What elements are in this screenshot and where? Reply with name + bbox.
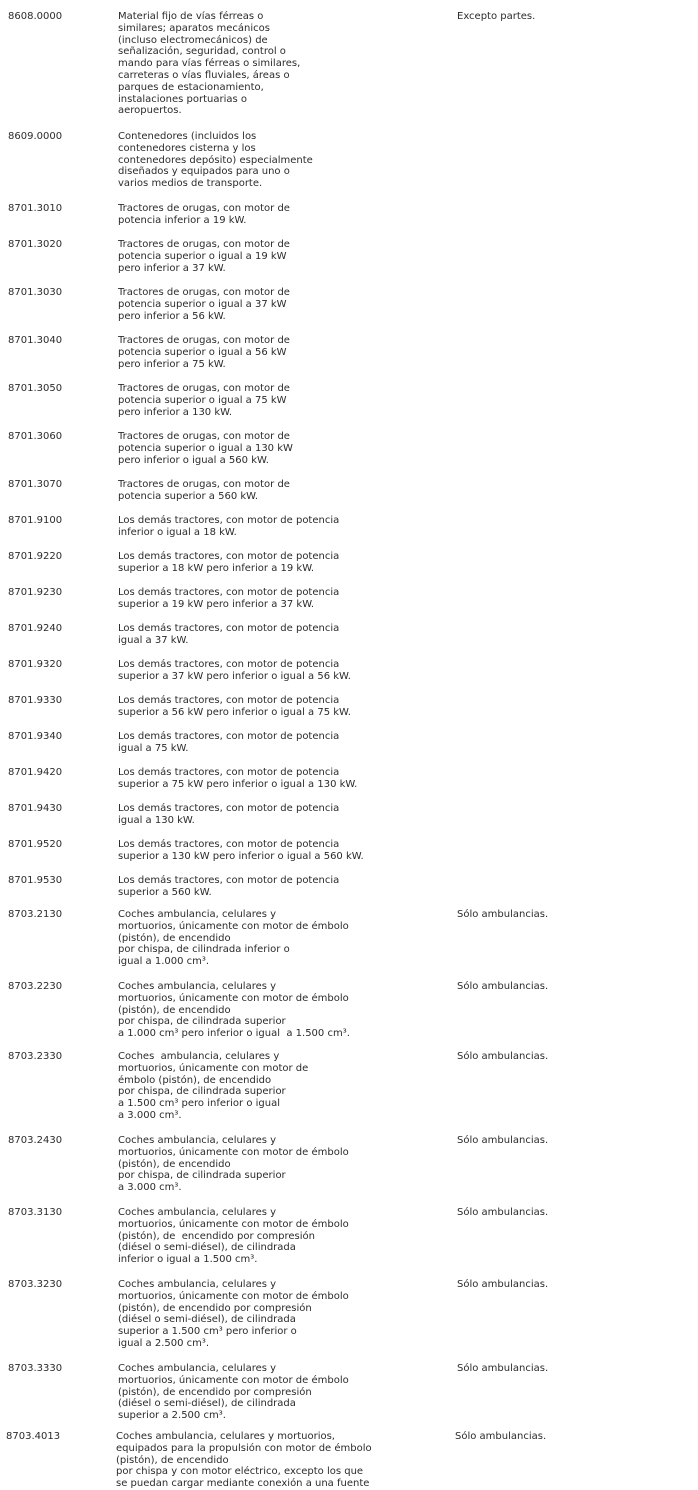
description-line: igual a 2.500 cm³. xyxy=(118,1337,210,1349)
tariff-code: 8703.2130 xyxy=(8,909,63,920)
tariff-description xyxy=(118,909,448,968)
description-line: equipados para la propulsión con motor de émbolo xyxy=(116,1442,372,1454)
tariff-note: Sólo ambulancias. xyxy=(455,1431,547,1442)
description-line: pero inferior a 56 kW. xyxy=(118,310,226,322)
description-line: potencia inferior a 19 kW. xyxy=(118,214,247,226)
description-line: (pistón), de encendido xyxy=(118,932,231,944)
description-line: instalaciones portuarias o xyxy=(118,93,248,105)
description-line: (pistón), de encendido xyxy=(118,1158,231,1170)
tariff-code: 8701.3060 xyxy=(8,431,63,442)
tariff-description xyxy=(118,587,448,611)
tariff-note: Sólo ambulancias. xyxy=(457,1051,549,1062)
description-line: superior a 18 kW pero inferior a 19 kW. xyxy=(118,562,315,574)
tariff-description xyxy=(118,203,448,227)
tariff-code: 8701.3070 xyxy=(8,479,63,490)
description-line: Coches ambulancia, celulares y xyxy=(118,1363,277,1374)
description-line: carreteras o vías fluviales, áreas o xyxy=(118,69,290,81)
tariff-description xyxy=(118,431,448,466)
description-line: Los demás tractores, con motor de potencia xyxy=(118,623,340,634)
description-line: a 1.500 cm³ pero inferior o igual xyxy=(118,1098,280,1110)
description-line: se puedan cargar mediante conexión a una fuente xyxy=(116,1478,370,1490)
description-line: (pistón), de encendido por compresión xyxy=(118,1302,312,1314)
description-line: Los demás tractores, con motor de potencia xyxy=(118,587,340,598)
description-line: igual a 75 kW. xyxy=(118,742,189,754)
description-line: mortuorios, únicamente con motor de émbolo xyxy=(118,1146,349,1158)
tariff-code: 8701.9330 xyxy=(8,695,63,706)
description-line: Tractores de orugas, con motor de xyxy=(118,335,290,346)
description-line: émbolo (pistón), de encendido xyxy=(118,1074,272,1086)
tariff-code: 8701.9240 xyxy=(8,623,63,634)
description-line: Coches ambulancia, celulares y mortuorios, xyxy=(116,1431,335,1442)
tariff-description xyxy=(118,1363,448,1422)
tariff-description xyxy=(118,659,448,683)
description-line: Coches ambulancia, celulares y xyxy=(118,1207,277,1218)
description-line: señalización, seguridad, control o xyxy=(118,46,286,58)
description-line: Los demás tractores, con motor de potencia xyxy=(118,695,340,706)
tariff-description xyxy=(118,731,448,755)
tariff-description xyxy=(118,479,448,503)
tariff-code: 8701.9230 xyxy=(8,587,63,598)
tariff-code: 8608.0000 xyxy=(8,11,63,22)
description-line: inferior o igual a 18 kW. xyxy=(118,526,237,538)
description-line: contenedores depósito) especialmente xyxy=(118,154,313,166)
tariff-code: 8701.3050 xyxy=(8,383,63,394)
description-line: por chispa, de cilindrada superior xyxy=(118,1086,286,1098)
description-line: (incluso electromecánicos) de xyxy=(118,34,268,46)
description-line: (pistón), de encendido xyxy=(116,1454,229,1466)
description-line: Tractores de orugas, con motor de xyxy=(118,431,290,442)
tariff-description xyxy=(118,515,448,539)
description-line: Coches ambulancia, celulares y xyxy=(118,1279,277,1290)
tariff-code: 8701.9520 xyxy=(8,839,63,850)
description-line: mortuorios, únicamente con motor de émbolo xyxy=(118,920,349,932)
description-line: por chispa, de cilindrada superior xyxy=(118,1170,286,1182)
description-line: superior a 75 kW pero inferior o igual a 130 kW. xyxy=(118,778,358,790)
description-line: superior a 37 kW pero inferior o igual a 56 kW. xyxy=(118,670,351,682)
description-line: (pistón), de encendido por compresión xyxy=(118,1386,312,1398)
description-line: potencia superior o igual a 75 kW xyxy=(118,394,287,406)
description-line: igual a 130 kW. xyxy=(118,814,195,826)
description-line: pero inferior a 130 kW. xyxy=(118,406,233,418)
description-line: pero inferior o igual a 560 kW. xyxy=(118,454,269,466)
tariff-note: Sólo ambulancias. xyxy=(457,1135,549,1146)
description-line: por chispa, de cilindrada superior xyxy=(118,1016,286,1028)
description-line: Coches ambulancia, celulares y xyxy=(118,981,277,992)
description-line: potencia superior o igual a 37 kW xyxy=(118,298,287,310)
description-line: mortuorios, únicamente con motor de émbolo xyxy=(118,992,349,1004)
tariff-description xyxy=(118,803,448,827)
description-line: superior a 1.500 cm³ pero inferior o xyxy=(118,1326,297,1338)
tariff-note: Sólo ambulancias. xyxy=(457,981,549,992)
description-line: varios medios de transporte. xyxy=(118,178,263,190)
tariff-code: 8609.0000 xyxy=(8,131,63,142)
tariff-code: 8703.2230 xyxy=(8,981,63,992)
description-line: Los demás tractores, con motor de potencia xyxy=(118,839,340,850)
description-line: pero inferior a 37 kW. xyxy=(118,262,226,274)
description-line: Tractores de orugas, con motor de xyxy=(118,203,290,214)
tariff-description xyxy=(118,1279,448,1350)
description-line: potencia superior a 560 kW. xyxy=(118,490,259,502)
tariff-code: 8701.9320 xyxy=(8,659,63,670)
description-line: mortuorios, únicamente con motor de xyxy=(118,1062,309,1074)
tariff-code: 8701.3030 xyxy=(8,287,63,298)
tariff-description xyxy=(118,11,448,117)
description-line: (diésel o semi-diésel), de cilindrada xyxy=(118,1314,296,1326)
tariff-note: Sólo ambulancias. xyxy=(457,1279,549,1290)
tariff-code: 8703.3330 xyxy=(8,1363,63,1374)
tariff-description xyxy=(118,383,448,418)
tariff-description xyxy=(118,981,448,1040)
description-line: Coches ambulancia, celulares y xyxy=(118,909,277,920)
description-line: Los demás tractores, con motor de potencia xyxy=(118,875,340,886)
description-line: Los demás tractores, con motor de potencia xyxy=(118,731,340,742)
tariff-code: 8701.9340 xyxy=(8,731,63,742)
description-line: superior a 56 kW pero inferior o igual a 75 kW. xyxy=(118,706,351,718)
tariff-description xyxy=(118,335,448,370)
description-line: Los demás tractores, con motor de potencia xyxy=(118,551,340,562)
description-line: diseñados y equipados para uno o xyxy=(118,166,290,178)
description-line: superior a 19 kW pero inferior a 37 kW. xyxy=(118,598,315,610)
description-line: mortuorios, únicamente con motor de émbolo xyxy=(118,1218,349,1230)
tariff-code: 8703.2330 xyxy=(8,1051,63,1062)
tariff-code: 8703.3130 xyxy=(8,1207,63,1218)
tariff-code: 8701.3040 xyxy=(8,335,63,346)
description-line: mando para vías férreas o similares, xyxy=(118,58,301,70)
tariff-code: 8701.9220 xyxy=(8,551,63,562)
description-line: Tractores de orugas, con motor de xyxy=(118,383,290,394)
tariff-description xyxy=(118,767,448,791)
description-line: superior a 560 kW. xyxy=(118,886,212,898)
description-line: Coches ambulancia, celulares y xyxy=(118,1135,277,1146)
tariff-description xyxy=(118,695,448,719)
tariff-code: 8701.9430 xyxy=(8,803,63,814)
description-line: pero inferior a 75 kW. xyxy=(118,358,226,370)
tariff-description xyxy=(118,1051,448,1122)
tariff-description xyxy=(118,623,448,647)
tariff-description xyxy=(118,1207,448,1266)
tariff-description xyxy=(118,839,448,863)
description-line: inferior o igual a 1.500 cm³. xyxy=(118,1254,258,1266)
description-line: Contenedores (incluidos los xyxy=(118,131,257,142)
tariff-description xyxy=(118,239,448,274)
description-line: (pistón), de encendido xyxy=(118,1004,231,1016)
tariff-description xyxy=(116,1431,446,1490)
description-line: Los demás tractores, con motor de potencia xyxy=(118,659,340,670)
tariff-code: 8701.9530 xyxy=(8,875,63,886)
tariff-note: Sólo ambulancias. xyxy=(457,909,549,920)
description-line: Los demás tractores, con motor de potencia xyxy=(118,767,340,778)
description-line: Tractores de orugas, con motor de xyxy=(118,287,290,298)
tariff-description xyxy=(118,875,448,899)
description-line: similares; aparatos mecánicos xyxy=(118,22,270,34)
description-line: Los demás tractores, con motor de potencia xyxy=(118,803,340,814)
tariff-description xyxy=(118,551,448,575)
tariff-description xyxy=(118,287,448,322)
description-line: parques de estacionamiento, xyxy=(118,81,264,93)
description-line: igual a 1.000 cm³. xyxy=(118,956,210,968)
description-line: a 3.000 cm³. xyxy=(118,1182,182,1194)
tariff-code: 8701.3010 xyxy=(8,203,63,214)
description-line: Tractores de orugas, con motor de xyxy=(118,479,290,490)
description-line: potencia superior o igual a 56 kW xyxy=(118,346,287,358)
description-line: Los demás tractores, con motor de potencia xyxy=(118,515,340,526)
tariff-code: 8701.9420 xyxy=(8,767,63,778)
tariff-code: 8703.3230 xyxy=(8,1279,63,1290)
description-line: (diésel o semi-diésel), de cilindrada xyxy=(118,1398,296,1410)
description-line: a 3.000 cm³. xyxy=(118,1109,182,1121)
tariff-description xyxy=(118,131,448,190)
description-line: Coches ambulancia, celulares y xyxy=(118,1051,280,1062)
tariff-code: 8703.2430 xyxy=(8,1135,63,1146)
description-line: (pistón), de encendido por compresión xyxy=(118,1230,315,1242)
description-line: por chispa, de cilindrada inferior o xyxy=(118,944,290,956)
description-line: igual a 37 kW. xyxy=(118,634,189,646)
tariff-note: Sólo ambulancias. xyxy=(457,1363,549,1374)
description-line: Material fijo de vías férreas o xyxy=(118,11,264,22)
description-line: por chispa y con motor eléctrico, excepto los que xyxy=(116,1466,364,1478)
tariff-code: 8701.9100 xyxy=(8,515,63,526)
tariff-description xyxy=(118,1135,448,1194)
description-line: superior a 2.500 cm³. xyxy=(118,1410,226,1422)
description-line: mortuorios, únicamente con motor de émbolo xyxy=(118,1290,349,1302)
description-line: aeropuertos. xyxy=(118,105,182,117)
description-line: superior a 130 kW pero inferior o igual a 560 kW. xyxy=(118,850,364,862)
tariff-note: Excepto partes. xyxy=(457,11,536,22)
description-line: mortuorios, únicamente con motor de émbolo xyxy=(118,1374,349,1386)
tariff-code: 8701.3020 xyxy=(8,239,63,250)
tariff-code: 8703.4013 xyxy=(6,1431,61,1442)
description-line: (diésel o semi-diésel), de cilindrada xyxy=(118,1242,296,1254)
description-line: potencia superior o igual a 19 kW xyxy=(118,250,287,262)
tariff-note: Sólo ambulancias. xyxy=(457,1207,549,1218)
description-line: potencia superior o igual a 130 kW xyxy=(118,442,293,454)
description-line: contenedores cisterna y los xyxy=(118,142,256,154)
description-line: a 1.000 cm³ pero inferior o igual a 1.500 cm³. xyxy=(118,1028,350,1040)
description-line: Tractores de orugas, con motor de xyxy=(118,239,290,250)
